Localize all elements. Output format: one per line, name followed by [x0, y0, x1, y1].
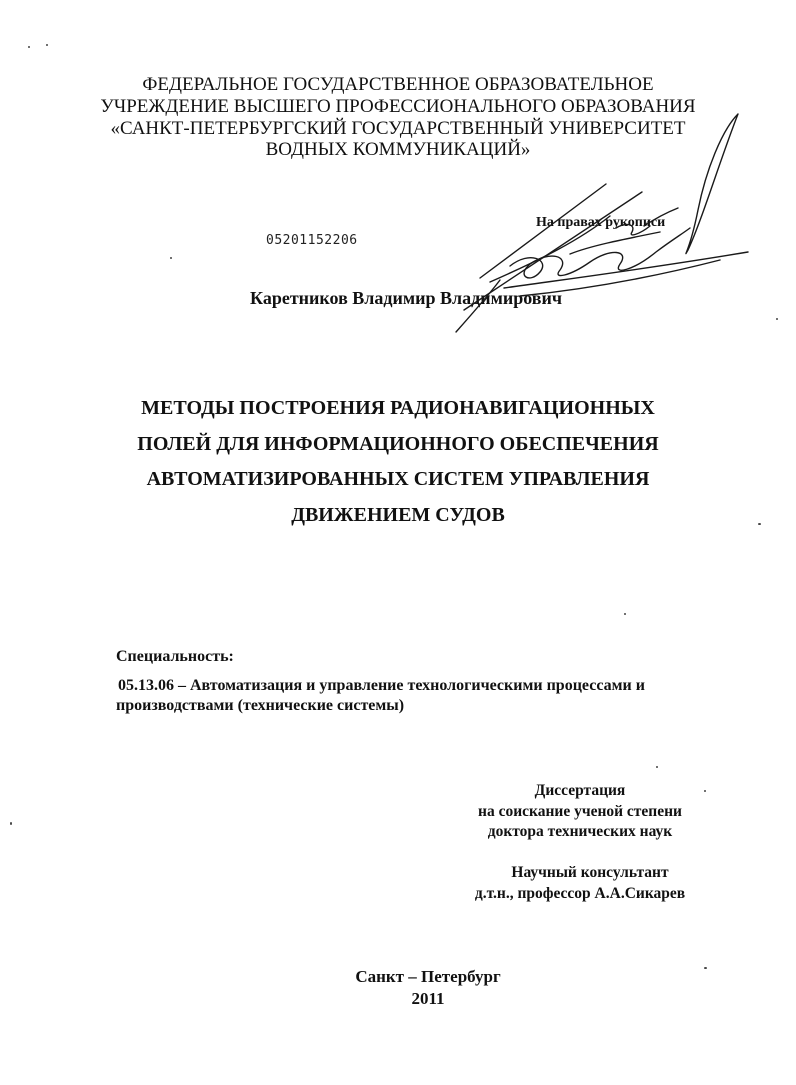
consultant-line-1: Научный консультант	[511, 864, 669, 881]
scan-speck	[656, 766, 658, 768]
scan-speck	[704, 967, 707, 969]
institution-line-4: ВОДНЫХ КОММУНИКАЦИЙ»	[265, 139, 531, 160]
scan-speck	[776, 318, 778, 320]
specialty-label: Специальность:	[116, 648, 234, 665]
title-line-3: АВТОМАТИЗИРОВАННЫХ СИСТЕМ УПРАВЛЕНИЯ	[146, 468, 650, 490]
handwritten-signature	[420, 100, 760, 340]
scan-speck	[28, 46, 30, 48]
scan-speck	[10, 822, 12, 825]
author-name: Каретников Владимир Владимирович	[250, 288, 563, 308]
year: 2011	[411, 989, 445, 1008]
title-line-4: ДВИЖЕНИЕМ СУДОВ	[291, 504, 505, 526]
city: Санкт – Петербург	[355, 967, 501, 986]
scan-speck	[758, 523, 761, 525]
scan-speck	[624, 613, 626, 615]
dissertation-line-1: Диссертация	[534, 782, 626, 799]
title-line-2: ПОЛЕЙ ДЛЯ ИНФОРМАЦИОННОГО ОБЕСПЕЧЕНИЯ	[137, 433, 659, 455]
institution-line-1: ФЕДЕРАЛЬНОЕ ГОСУДАРСТВЕННОЕ ОБРАЗОВАТЕЛЬНОЕ	[142, 74, 654, 95]
specialty-line-1: 05.13.06 – Автоматизация и управление технологическими процессами и	[118, 677, 645, 694]
archive-number: 05201152206	[266, 233, 358, 248]
manuscript-rights-note: На правах рукописи	[536, 215, 666, 230]
dissertation-line-3: доктора технических наук	[487, 823, 673, 840]
dissertation-line-2: на соискание ученой степени	[478, 803, 682, 820]
institution-line-3: «САНКТ-ПЕТЕРБУРГСКИЙ ГОСУДАРСТВЕННЫЙ УНИВЕРСИТЕТ	[110, 118, 686, 139]
specialty-line-2: производствами (технические системы)	[116, 697, 405, 714]
scan-speck	[170, 257, 172, 259]
title-line-1: МЕТОДЫ ПОСТРОЕНИЯ РАДИОНАВИГАЦИОННЫХ	[141, 397, 655, 419]
scan-speck	[46, 44, 48, 46]
consultant-line-2: д.т.н., профессор А.А.Сикарев	[474, 885, 686, 902]
scan-speck	[704, 790, 706, 792]
institution-line-2: УЧРЕЖДЕНИЕ ВЫСШЕГО ПРОФЕССИОНАЛЬНОГО ОБРАЗОВАНИЯ	[100, 96, 696, 117]
